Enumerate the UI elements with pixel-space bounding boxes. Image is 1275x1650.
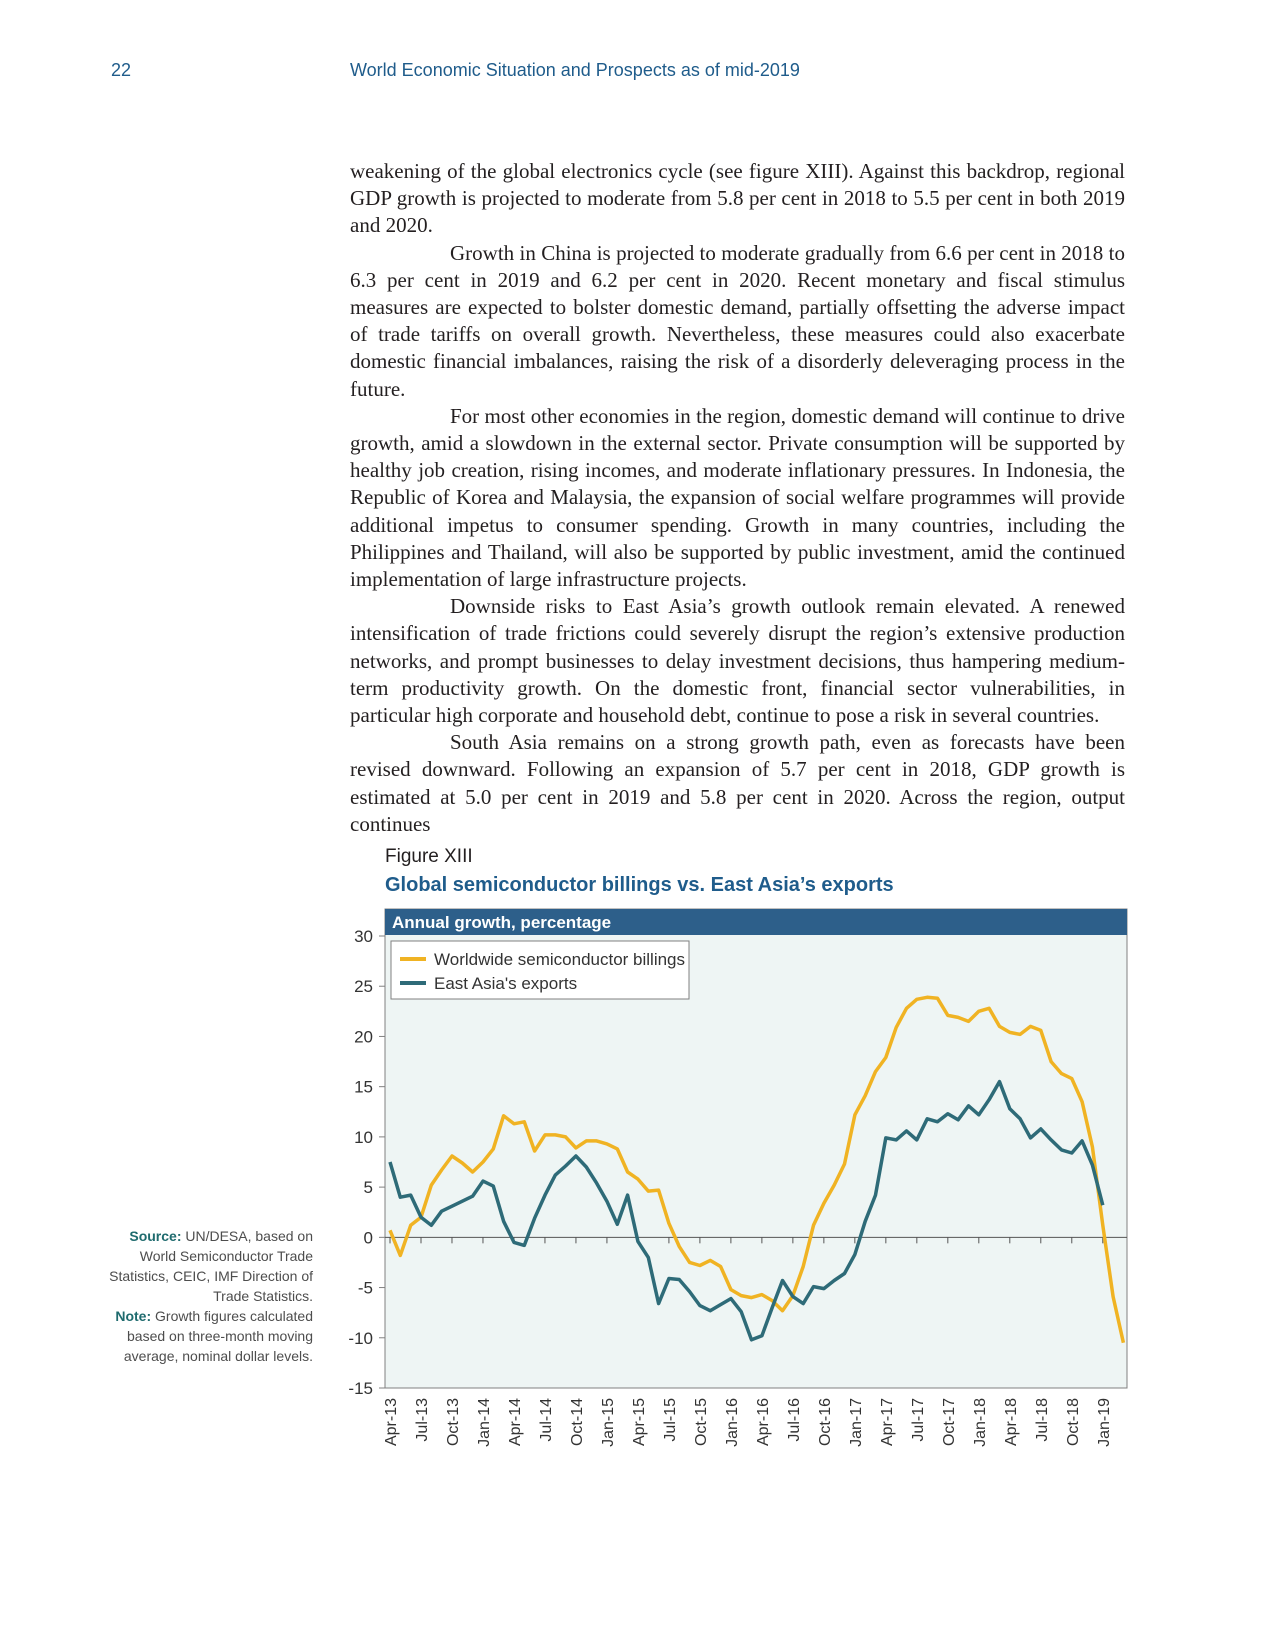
x-tick-label: Oct-17	[940, 1398, 958, 1447]
paragraph: Downside risks to East Asia’s growth outlook remain elevated. A renewed intensification of trade frictions could severely disrupt the region’s extensive production networks, and prompt businesses to delay investment decisions, thus hampering medium-term productivity growth. On the domestic front, financial sector vulnerabilities, in particular high corporate and household debt, continue to pose a risk in several countries.	[350, 594, 1125, 728]
x-tick-label: Jul-17	[909, 1398, 927, 1442]
paragraph: Growth in China is projected to moderate gradually from 6.6 per cent in 2018 to 6.3 per cent in 2019 and 6.2 per cent in 2020. Recent monetary and fiscal stimulus measures are expected to bolster domestic demand, partially offsetting the adverse impact of trade tariffs on overall growth. Nevertheless, these measures could also exacerbate domestic financial imbalances, raising the risk of a disorderly deleveraging process in the future.	[350, 240, 1125, 401]
x-tick-label: Jul-15	[661, 1398, 679, 1442]
x-tick-label: Apr-13	[383, 1398, 400, 1447]
y-tick-label: -15	[348, 1379, 373, 1398]
x-tick-label: Apr-16	[754, 1398, 772, 1447]
x-tick-label: Apr-14	[506, 1398, 524, 1447]
x-tick-label: Apr-17	[878, 1398, 896, 1447]
source-label: Source:	[129, 1228, 182, 1244]
x-tick-label: Jul-13	[413, 1398, 431, 1442]
x-tick-label: Jul-16	[785, 1398, 803, 1442]
paragraph: For most other economies in the region, domestic demand will continue to drive growth, amid a slowdown in the external sector. Private consumption will be supported by healthy job creation, rising incomes, and moderate inflationary pressures. In Indonesia, the Republic of Korea and Malaysia, the expansion of social welfare programmes will provide additional impetus to consumer spending. Growth in many countries, including the Philippines and Thailand, will also be supported by public investment, amid the continued implementation of large infrastructure projects.	[350, 403, 1125, 592]
y-tick-label: 20	[354, 1027, 373, 1047]
x-tick-label: Oct-16	[816, 1398, 834, 1447]
page-number: 22	[111, 60, 132, 80]
y-tick-label: 25	[354, 977, 373, 997]
paragraph: South Asia remains on a strong growth path, even as forecasts have been revised downward. Following an expansion of 5.7 per cent in 2018, GDP growth is estimated at 5.0 per cent in 2019 and 5.8 per cent in 2020. Across the region, output continues	[350, 730, 1125, 836]
x-tick-label: Jan-15	[599, 1398, 617, 1447]
x-tick-label: Jan-19	[1095, 1398, 1113, 1447]
y-tick-label: 30	[354, 927, 373, 946]
x-tick-label: Oct-15	[692, 1398, 710, 1447]
figure-title: Global semiconductor billings vs. East Asia’s exports	[385, 874, 894, 896]
x-tick-label: Jan-16	[723, 1398, 741, 1447]
y-tick-label: 15	[354, 1077, 373, 1097]
legend-entry: East Asia's exports	[434, 974, 578, 993]
y-tick-label: 0	[363, 1228, 373, 1248]
y-tick-label: 5	[363, 1178, 373, 1198]
x-tick-label: Apr-18	[1002, 1398, 1020, 1447]
x-tick-label: Oct-14	[568, 1398, 586, 1447]
x-tick-label: Jul-18	[1033, 1398, 1051, 1442]
x-tick-label: Jan-17	[847, 1398, 865, 1447]
x-tick-label: Jul-14	[537, 1398, 555, 1442]
note-label: Note:	[115, 1308, 152, 1324]
source-text: UN/DESA, based on World Semiconductor Trade Statistics, CEIC, IMF Direction of Trade Statistics.	[109, 1228, 313, 1304]
x-tick-label: Jan-18	[971, 1398, 989, 1447]
figure-label: Figure XIII	[385, 846, 473, 867]
y-tick-label: 10	[354, 1127, 373, 1147]
x-tick-label: Oct-13	[444, 1398, 462, 1447]
y-tick-label: -10	[348, 1328, 373, 1348]
note-text: Growth figures calculated based on three-month moving average, nominal dollar levels.	[123, 1308, 313, 1364]
x-tick-label: Oct-18	[1064, 1398, 1082, 1447]
legend-entry: Worldwide semiconductor billings	[434, 950, 686, 969]
y-tick-label: -5	[357, 1278, 373, 1298]
x-tick-label: Apr-15	[630, 1398, 648, 1447]
panel-header-title: Annual growth, percentage	[392, 913, 612, 932]
paragraph: weakening of the global electronics cycle (see figure XIII). Against this backdrop, regional GDP growth is projected to moderate from 5.8 per cent in 2018 to 5.5 per cent in both 2019 and 2020.	[350, 159, 1125, 238]
running-head: World Economic Situation and Prospects as of mid-2019	[350, 60, 800, 80]
x-tick-label: Jan-14	[475, 1398, 493, 1447]
